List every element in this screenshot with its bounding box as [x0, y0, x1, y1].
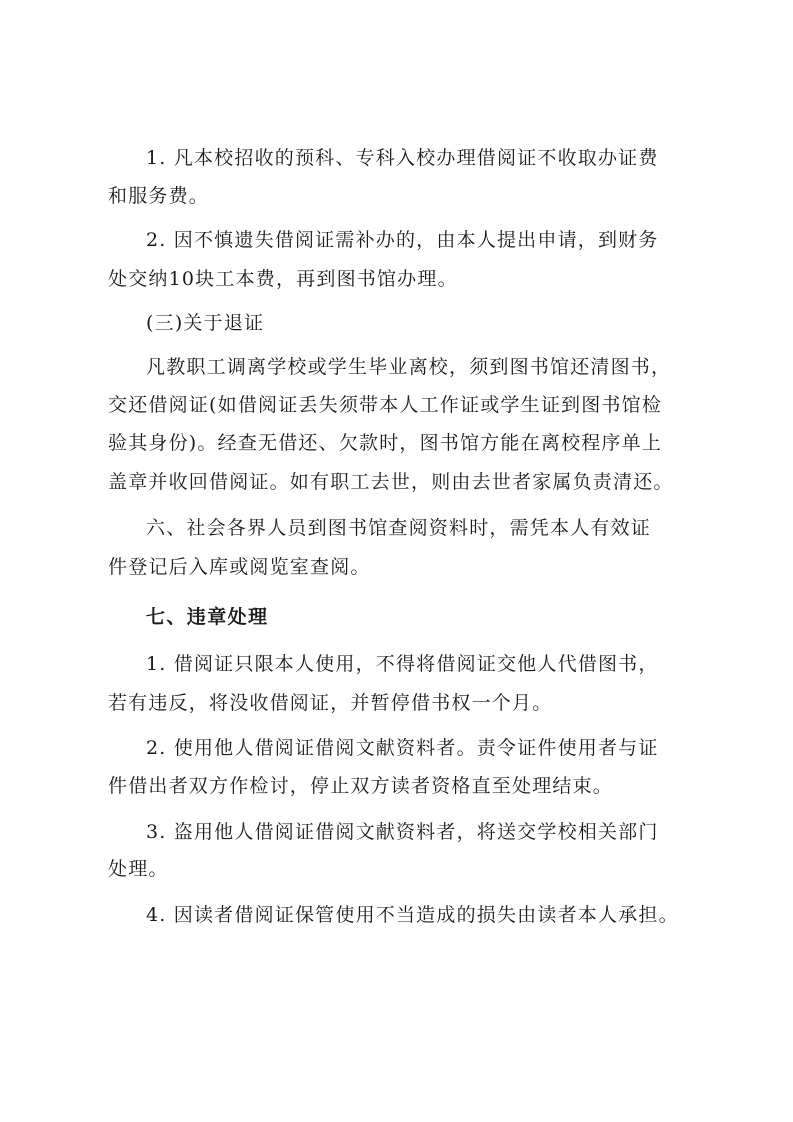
- paragraph-1-line-1: 1. 凡本校招收的预科、专科入校办理借阅证不收取办证费: [146, 147, 659, 169]
- paragraph-5-line-1: 六、社会各界人员到图书馆查阅资料时，需凭本人有效证: [146, 517, 652, 539]
- paragraph-1-line-2: 和服务费。: [108, 185, 210, 207]
- section-heading-violations: 七、违章处理: [146, 606, 269, 628]
- paragraph-4-line-1: 凡教职工调离学校或学生毕业离校，须到图书馆还清图书，: [146, 356, 672, 378]
- paragraph-7-line-2: 件借出者双方作检讨，停止双方读者资格直至处理结束。: [108, 775, 614, 797]
- paragraph-8-line-2: 处理。: [108, 858, 169, 880]
- paragraph-5-line-2: 件登记后入库或阅览室查阅。: [108, 556, 371, 578]
- paragraph-4-line-4: 盖章并收回借阅证。如有职工去世，则由去世者家属负责清还。: [108, 471, 674, 493]
- paragraph-4-line-3: 验其身份)。经查无借还、欠款时，图书馆方能在离校程序单上: [108, 432, 663, 454]
- paragraph-8-line-1: 3. 盗用他人借阅证借阅文献资料者，将送交学校相关部门: [146, 821, 659, 843]
- paragraph-6-line-1: 1. 借阅证只限本人使用，不得将借阅证交他人代借图书，: [146, 653, 659, 675]
- paragraph-6-line-2: 若有违反，将没收借阅证，并暂停借书权一个月。: [108, 692, 553, 714]
- paragraph-7-line-1: 2. 使用他人借阅证借阅文献资料者。责令证件使用者与证: [146, 737, 659, 759]
- section-heading-return-card: (三)关于退证: [146, 312, 265, 334]
- paragraph-2-line-2: 处交纳10块工本费，再到图书馆办理。: [108, 268, 458, 290]
- paragraph-4-line-2: 交还借阅证(如借阅证丢失须带本人工作证或学生证到图书馆检: [108, 394, 663, 416]
- paragraph-2-line-1: 2. 因不慎遗失借阅证需补办的，由本人提出申请，到财务: [146, 229, 659, 251]
- paragraph-9-line-1: 4. 因读者借阅证保管使用不当造成的损失由读者本人承担。: [146, 904, 679, 926]
